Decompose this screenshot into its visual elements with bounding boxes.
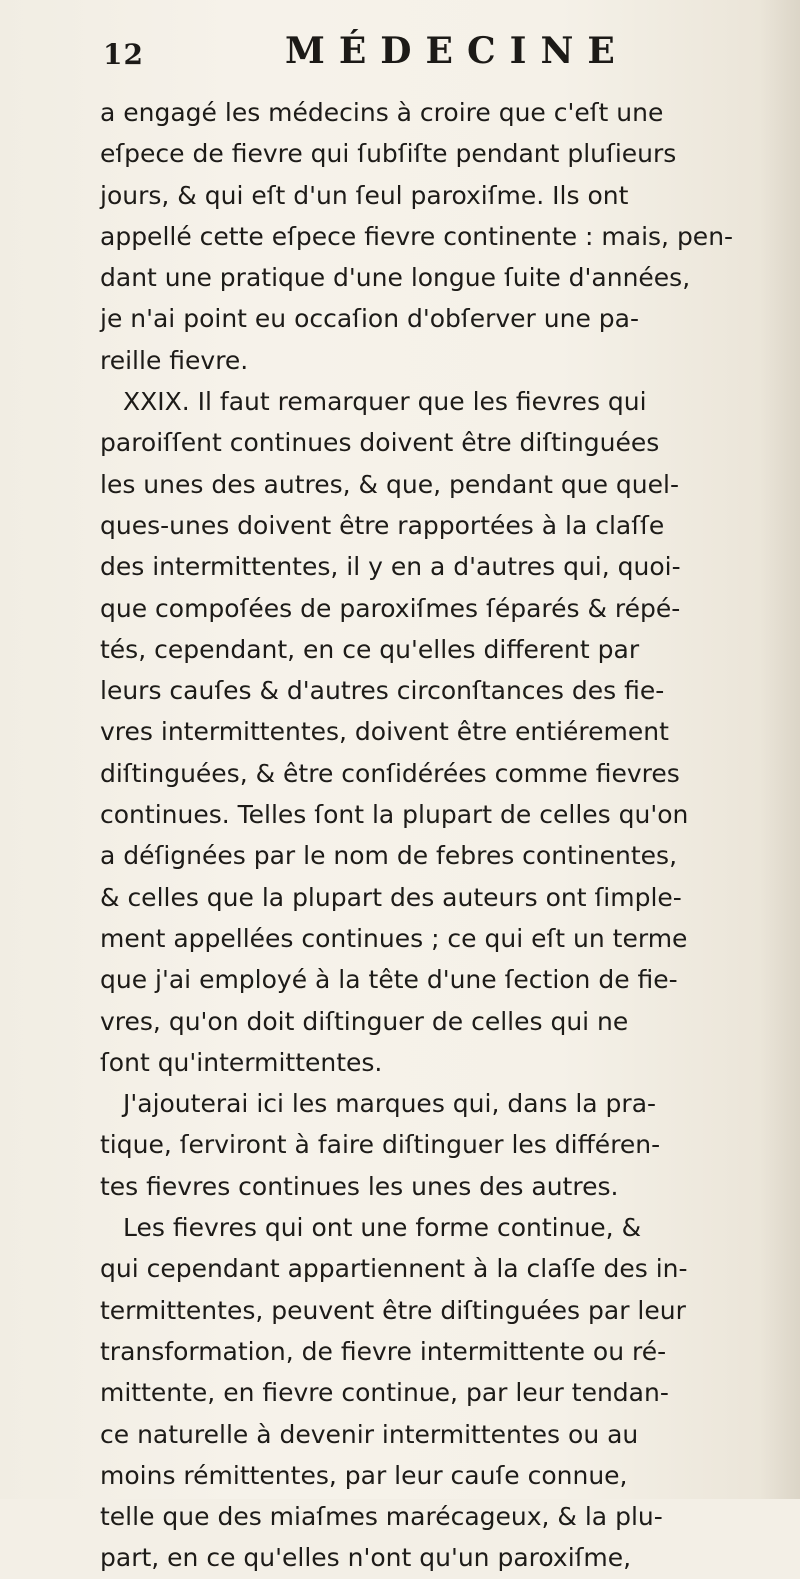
text-line-content: telle que des miaſmes marécageux, & la plu- (100, 1502, 663, 1532)
text-line (100, 1248, 790, 1289)
text-line-content: vres, qu'on doit diſtinguer de celles qui ne (100, 1006, 629, 1036)
text-line-content: J'ajouterai ici les marques qui, dans la pra- (123, 1089, 657, 1119)
text-line (100, 835, 790, 876)
text-line (100, 1207, 790, 1248)
text-line-content: les unes des autres, & que, pendant que quel- (100, 469, 679, 499)
text-line-content: continues. Telles ſont la plupart de celles qu'on (100, 800, 689, 830)
text-line-content: ques-unes doivent être rapportées à la claſſe (100, 510, 665, 540)
text-line-content: tique, ſerviront à faire diſtinguer les différen- (100, 1130, 661, 1160)
text-line (100, 670, 790, 711)
text-line (100, 753, 790, 794)
text-line-content: jours, & qui eſt d'un ſeul paroxiſme. Ils ont (100, 180, 629, 210)
text-line (100, 1083, 790, 1124)
text-line-content: a engagé les médecins à croire que c'eſt une (100, 98, 664, 127)
text-line (100, 1414, 790, 1455)
page-header (103, 30, 703, 74)
text-line (100, 340, 790, 381)
body-text (100, 92, 790, 1579)
text-line-content: reille fievre. (100, 345, 249, 375)
text-line-content: paroiſſent continues doivent être diſtinguées (100, 428, 660, 458)
text-line-content: que compoſées de paroxiſmes ſéparés & répé- (100, 593, 681, 623)
text-line-content: qui cependant appartiennent à la claſſe des in- (100, 1254, 688, 1284)
text-line (100, 1001, 790, 1042)
text-line-content: eſpece de fievre qui ſubſiſte pendant pluſieurs (100, 139, 677, 169)
text-line (100, 1496, 790, 1537)
text-line-content: dant une pratique d'une longue ſuite d'années, (100, 263, 691, 293)
text-line (100, 1290, 790, 1331)
text-line (100, 1124, 790, 1165)
text-line (100, 1372, 790, 1413)
text-line-content: leurs cauſes & d'autres circonſtances des fie- (100, 676, 665, 706)
text-line (100, 1042, 790, 1083)
text-line (100, 711, 790, 752)
text-line (100, 298, 790, 339)
text-line-content: ce naturelle à devenir intermittentes ou au (100, 1419, 639, 1449)
text-line-content: ment appellées continues ; ce qui eſt un terme (100, 923, 688, 953)
text-line (100, 1331, 790, 1372)
text-line (100, 505, 790, 546)
page-number: 12 (103, 38, 144, 71)
text-line-content: XXIX. Il faut remarquer que les fievres qui (123, 387, 647, 417)
text-line (100, 381, 790, 422)
text-line (100, 1455, 790, 1496)
text-line-content: vres intermittentes, doivent être entiérement (100, 717, 669, 747)
text-line-content: mittente, en fievre continue, par leur tendan- (100, 1378, 669, 1408)
text-line (100, 92, 790, 133)
text-line-content: & celles que la plupart des auteurs ont ſimple- (100, 882, 682, 912)
text-line-content: termittentes, peuvent être diſtinguées par leur (100, 1295, 686, 1325)
text-line (100, 546, 790, 587)
text-line-content: appellé cette eſpece fievre continente : mais, pen- (100, 221, 734, 251)
text-line-content: a déſignées par le nom de febres continentes, (100, 841, 678, 871)
text-line-content: Les fievres qui ont une forme continue, & (123, 1213, 642, 1243)
text-line-content: je n'ai point eu occaſion d'obſerver une pa- (100, 304, 640, 334)
text-line (100, 629, 790, 670)
text-line (100, 422, 790, 463)
text-line (100, 794, 790, 835)
text-line-content: que j'ai employé à la tête d'une ſection de fie- (100, 965, 678, 995)
text-line-content: part, en ce qu'elles n'ont qu'un paroxiſme, (100, 1543, 632, 1573)
running-head: MÉDECINE (285, 30, 629, 72)
text-line-content: tés, cependant, en ce qu'elles different par (100, 634, 640, 664)
text-line-content: ſont qu'intermittentes. (100, 1047, 383, 1077)
text-line (100, 216, 790, 257)
text-line-content: moins rémittentes, par leur cauſe connue, (100, 1460, 628, 1490)
text-line (100, 175, 790, 216)
text-line (100, 588, 790, 629)
text-line-content: des intermittentes, il y en a d'autres qui, quoi- (100, 552, 681, 582)
text-line (100, 918, 790, 959)
text-line (100, 959, 790, 1000)
text-line-content: diſtinguées, & être conſidérées comme fievres (100, 758, 680, 788)
text-line (100, 257, 790, 298)
text-line-content: transformation, de fievre intermittente ou ré- (100, 1336, 667, 1366)
text-line (100, 877, 790, 918)
text-line-content: tes fievres continues les unes des autres. (100, 1171, 619, 1201)
text-line (100, 1537, 790, 1578)
text-line (100, 1166, 790, 1207)
text-line (100, 464, 790, 505)
text-line (100, 133, 790, 174)
